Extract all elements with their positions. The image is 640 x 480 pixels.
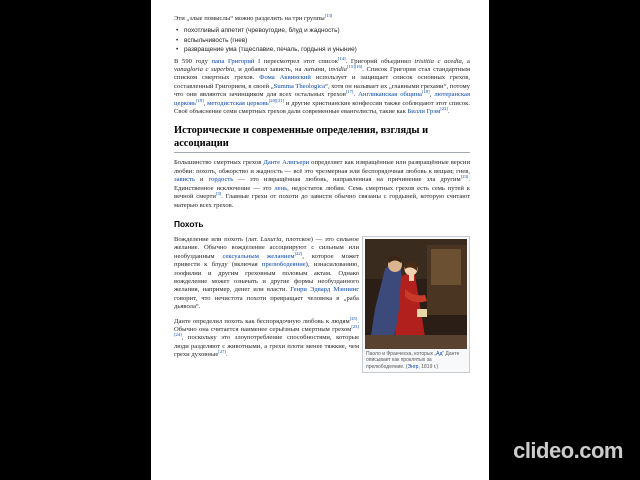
text-span: . <box>448 108 450 116</box>
paragraph-lust-definition <box>174 236 359 312</box>
ref-link[interactable]: [19] <box>196 97 204 103</box>
ref-link[interactable]: [14] <box>337 55 346 61</box>
link-envy[interactable]: зависть <box>174 176 195 184</box>
link-ingres[interactable]: Энгр <box>407 363 419 370</box>
latin-term: vanagloria с superbia <box>174 66 235 74</box>
link-methodist-church[interactable]: методистская церковь <box>207 99 269 107</box>
text-span: . Список Григория стал стандартным списком смертных грехов. <box>174 66 471 82</box>
section-heading: Исторические и современные определения, взгляды и ассоциации <box>174 124 470 153</box>
text-span: , недостаток любви. Семь смертных грехов есть семь путей к вечной смерти <box>174 184 470 201</box>
ref-link[interactable]: [22] <box>440 105 448 111</box>
ref-link[interactable]: [20][21] <box>268 97 285 103</box>
text-span: . <box>353 91 359 99</box>
text-span: — это извращённая любовь, направленная на причинение зла другим <box>233 176 461 184</box>
text-span: , поскольку это злоупотребление способностями, которые люди разделяют с животными, а грехи плоти менее тяжкие, чем грехи духовные <box>174 334 359 359</box>
text-span: , плотское) — это сильное желание. Обычно вожделение ассоциируют с сильным или необузданным <box>174 235 359 260</box>
text-span: , <box>203 99 208 107</box>
paragraph-dante <box>174 159 470 209</box>
intro-paragraph <box>174 12 470 23</box>
link-henry-manning[interactable]: Генри Эдвард Мэннинг <box>290 286 359 294</box>
ref-link[interactable]: [13] <box>324 12 333 18</box>
article-content <box>174 12 471 370</box>
caption-text: , 1819 г.) <box>418 363 439 370</box>
text-span: . Главные грехи от похоти до зависти обычно связаны с гордыней, которую считают матерью всех грехов. <box>174 193 470 209</box>
ref-link[interactable]: [17] <box>345 89 354 95</box>
text-span: пересмотрел этот список <box>260 57 338 65</box>
paragraph-lust-dante <box>174 315 359 360</box>
list-item: • развращение ума (тщеславие, печаль, гордыня и уныние) <box>184 46 470 54</box>
painting-paolo-francesca-image[interactable] <box>365 239 467 349</box>
text-span: В 590 году <box>174 57 212 65</box>
latin-term: invidia <box>328 66 347 74</box>
ref-link[interactable]: [23] <box>460 174 469 180</box>
latin-term: tristitia с acedia <box>414 57 462 65</box>
text-span: определяет как извращённые или развращённые версии любви: похоть, обжорство и жадность — всё это чрезмерная или беспорядочная любовь к вещам; гнев, <box>174 159 470 175</box>
link-adultery[interactable]: прелюбодеяние <box>261 261 306 269</box>
caption-text: Паоло и Франческа, которых „ <box>366 350 437 357</box>
ref-link[interactable]: [25] <box>349 315 358 321</box>
text-span: , <box>429 91 435 99</box>
link-sloth[interactable]: лень <box>274 184 288 192</box>
text-span: Большинство смертных грехов <box>174 159 264 167</box>
lust-section <box>174 235 470 370</box>
link-sexual-desire[interactable]: сексуальным желанием <box>222 252 295 260</box>
text-span: . Единственное исключение — это <box>174 176 470 192</box>
link-thomas-aquinas[interactable]: Фома Аквинский <box>259 74 311 82</box>
link-inferno[interactable]: Ад <box>436 350 443 357</box>
intro-text: Эти „злые помыслы“ можно разделить на три группы <box>174 15 325 22</box>
ref-link[interactable]: [15][16] <box>346 63 363 69</box>
ref-link[interactable]: [18] <box>421 89 430 95</box>
link-billy-graham[interactable]: Билли Грэм <box>407 108 441 116</box>
text-span: Данте определил похоть как беспорядочную любовь к людям <box>174 317 350 325</box>
ref-link[interactable]: [3] <box>215 190 222 196</box>
figure-thumbnail <box>362 236 470 373</box>
text-span: , а <box>461 57 470 65</box>
watermark-logo: clideo.com <box>513 438 623 463</box>
text-span: ), изнасилованию, зоофилии и другим греховным половым актам. Однако вожделение может означать и другие формы необузданного желания, например, денег или власти. <box>174 261 359 294</box>
text-span: говорит, что нечистота похоти превращает человека в „раба дьявола“. <box>174 294 359 311</box>
ref-link[interactable]: [27] <box>218 349 226 354</box>
groups-list <box>174 27 470 54</box>
list-item: • вспыльчивость (гнев) <box>184 37 470 45</box>
text-span: и <box>195 176 209 184</box>
link-anglican-communion[interactable]: Англиканская община <box>358 91 422 99</box>
ref-link[interactable]: [23][24] <box>174 323 359 338</box>
lust-text-column <box>174 236 359 360</box>
link-summa-theologica[interactable]: Summa Theologica <box>273 82 326 90</box>
text-span: , которое может привести к блуду (включая <box>174 252 359 269</box>
paragraph-gregory <box>174 55 471 117</box>
text-span: использует и защищает список основных грехов, составленный Григорием, в своей „ <box>174 74 470 90</box>
link-dante[interactable]: Данте Алигьери <box>263 159 310 167</box>
link-pride[interactable]: гордость <box>208 176 234 184</box>
latin-term: Luxuria <box>260 235 282 243</box>
text-span: “, хотя он называет их „главными грехами“, потому что они являются зачинщиком для всех остальных грехов <box>174 82 470 99</box>
text-span: . Григорий объединил <box>345 57 415 65</box>
article-page <box>151 0 489 480</box>
link-pope-gregory[interactable]: папа Григорий I <box>211 57 261 65</box>
text-span: Вожделение или похоть (лат. <box>174 235 261 243</box>
ref-link[interactable]: [22] <box>294 250 303 256</box>
caption-text: “ Данте описывает как проклятых за прелюбодеяние. ( <box>366 350 460 370</box>
list-item: • похотливый аппетит (чревоугодие, блуд и жадность) <box>184 27 470 35</box>
text-span: . <box>225 351 228 359</box>
text-span: и другие христианские конфессии также соблюдают этот список. Своё объяснение семи смертных грехов дали современные евангелисты, такие как <box>174 99 471 116</box>
figure-caption <box>366 351 466 370</box>
text-span: , и добавил зависть, на латыни, <box>234 66 329 74</box>
text-span: . Обычно она считается наименее серьёзным смертным грехом <box>174 317 359 333</box>
link-lutheran-church[interactable]: лютеранская церковь <box>174 91 471 107</box>
subsection-heading: Похоть <box>174 218 204 229</box>
